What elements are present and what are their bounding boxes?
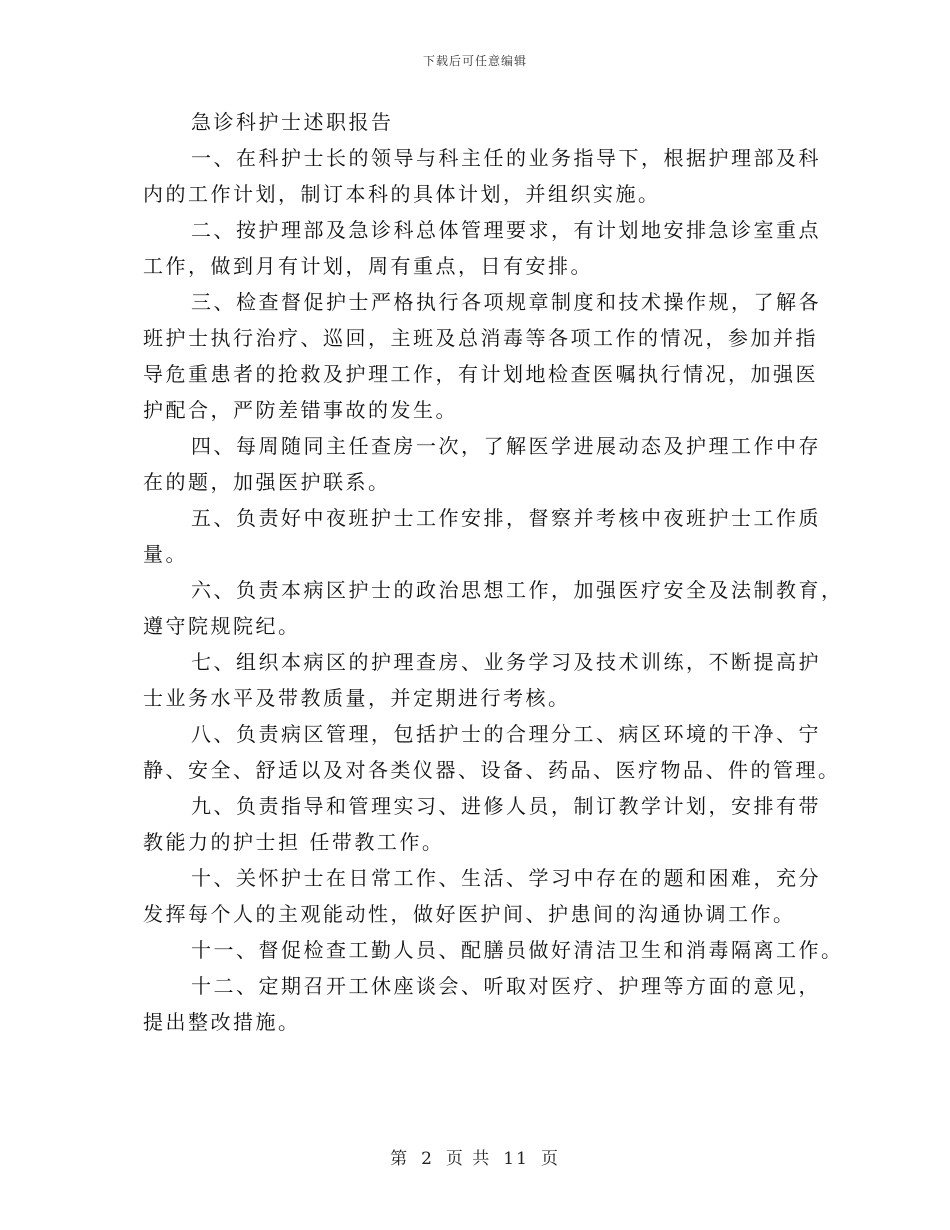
report-title: 急诊科护士述职报告 [191,110,394,134]
paragraph-line: 五、负责好中夜班护士工作安排，督察并考核中夜班护士工作质 [191,506,821,530]
paragraph-line: 一、在科护士长的领导与科主任的业务指导下，根据护理部及科 [191,146,821,170]
paragraph-line: 遵守院规院纪。 [143,614,301,638]
paragraph-1 [143,140,821,212]
paragraph-line: 护配合，严防差错事故的发生。 [143,398,458,422]
paragraph-line: 发挥每个人的主观能动性，做好医护间、护患间的沟通协调工作。 [143,902,796,926]
footer-page-number: 2 [421,1149,434,1169]
paragraph-3 [143,284,821,428]
paragraph-6 [143,572,844,644]
footer-prefix: 第 [390,1149,410,1169]
header-note: 下载后可任意编辑 [422,54,527,68]
paragraph-line: 导危重患者的抢救及护理工作，有计划地检查医嘱执行情况，加强医 [143,362,818,386]
paragraph-line: 六、负责本病区护士的政治思想工作，加强医疗安全及法制教育， [191,578,844,602]
paragraph-line: 班护士执行治疗、巡回，主班及总消毒等各项工作的情况，参加并指 [143,326,818,350]
paragraph-9 [143,788,821,860]
paragraph-line: 四、每周随同主任查房一次，了解医学进展动态及护理工作中存 [191,434,821,458]
paragraph-line: 士业务水平及带教质量，并定期进行考核。 [143,686,571,710]
paragraph-line: 静、安全、舒适以及对各类仪器、设备、药品、医疗物品、件的管理。 [143,758,841,782]
report-body [143,104,844,1040]
footer-suffix: 页 [540,1149,560,1169]
paragraph-10 [143,860,821,932]
paragraph-line: 在的题，加强医护联系。 [143,470,391,494]
paragraph-2 [143,212,821,284]
paragraph-line: 工作，做到月有计划，周有重点，日有安排。 [143,254,593,278]
paragraph-line: 十一、督促检查工勤人员、配膳员做好清洁卫生和消毒隔离工作。 [191,938,844,962]
footer-total-pages: 11 [503,1149,529,1169]
paragraph-line: 八、负责病区管理，包括护士的合理分工、病区环境的干净、宁 [191,722,821,746]
paragraph-7 [143,644,821,716]
paragraph-8 [143,716,841,788]
paragraph-line: 内的工作计划，制订本科的具体计划，并组织实施。 [143,182,661,206]
paragraph-line: 十、关怀护士在日常工作、生活、学习中存在的题和困难，充分 [191,866,821,890]
page-footer [0,1144,950,1169]
paragraph-line: 三、检查督促护士严格执行各项规章制度和技术操作规，了解各 [191,290,821,314]
paragraph-12 [143,968,821,1040]
paragraph-line: 提出整改措施。 [143,1010,301,1034]
paragraph-line: 量。 [143,542,188,566]
paragraph-4 [143,428,821,500]
footer-middle: 页 共 [445,1149,492,1169]
report-title-paragraph [143,104,808,140]
paragraph-line: 七、组织本病区的护理查房、业务学习及技术训练，不断提高护 [191,650,821,674]
paragraph-11 [143,932,844,968]
paragraph-line: 二、按护理部及急诊科总体管理要求，有计划地安排急诊室重点 [191,218,821,242]
paragraph-5 [143,500,821,572]
paragraph-line: 教能力的护士担 任带教工作。 [143,830,445,854]
paragraph-line: 九、负责指导和管理实习、进修人员，制订教学计划，安排有带 [191,794,821,818]
paragraph-line: 十二、定期召开工休座谈会、听取对医疗、护理等方面的意见， [191,974,821,998]
